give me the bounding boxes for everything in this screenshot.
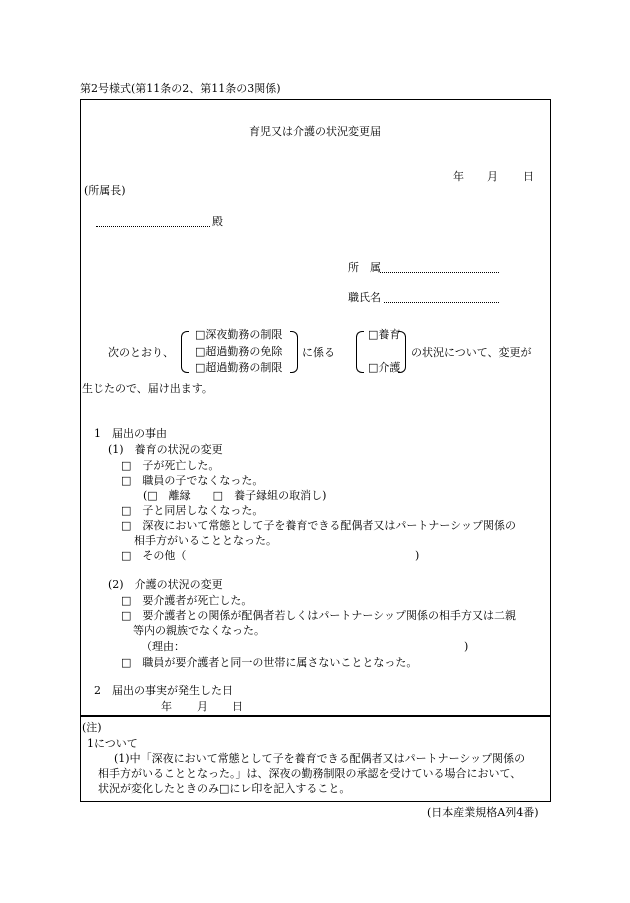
addressee-label: (所属長) <box>84 184 126 197</box>
addressee-field[interactable] <box>96 226 210 227</box>
notes-subheading: 1について <box>87 737 138 750</box>
date-month: 月 <box>487 170 498 183</box>
checkbox-relationship-ended-cont: 等内の親族でなくなった。 <box>133 624 265 637</box>
care-brace-left <box>356 331 364 373</box>
notes-line-3: 状況が変化したときのみ□にレ印を記入すること。 <box>98 782 351 795</box>
footer-spec: (日本産業規格A列4番) <box>427 806 539 819</box>
statement-continuation: 生じたので、届け出ます。 <box>82 382 213 395</box>
checkbox-not-cohabiting[interactable]: □ 子と同居しなくなった。 <box>121 504 264 517</box>
section1-heading: 1 届出の事由 <box>94 427 167 440</box>
restrictions-brace-left <box>181 331 189 373</box>
name-label: 職氏名 <box>348 291 381 304</box>
section2-heading: 2 届出の事実が発生した日 <box>94 684 233 697</box>
section1-sub2-heading: (2) 介護の状況の変更 <box>108 578 223 591</box>
statement-prefix: 次のとおり、 <box>108 346 174 359</box>
care-type-nursing[interactable]: □介護 <box>368 361 401 374</box>
date-year: 年 <box>453 170 464 183</box>
name-field[interactable] <box>384 302 499 303</box>
reason-label[interactable]: （理由： <box>141 640 185 653</box>
affiliation-label: 所 属 <box>348 261 381 274</box>
section1-sub1-heading: (1) 養育の状況の変更 <box>108 443 223 456</box>
section2-month: 月 <box>197 700 208 713</box>
affiliation-field[interactable] <box>380 272 499 273</box>
addressee-suffix: 殿 <box>212 215 223 228</box>
checkbox-care-recipient-deceased[interactable]: □ 要介護者が死亡した。 <box>121 594 253 607</box>
notes-heading: (注) <box>82 721 102 734</box>
checkbox-separate-household[interactable]: □ 職員が要介護者と同一の世帯に属さないこととなった。 <box>121 656 418 669</box>
notes-line-1: (1)中「深夜において常態として子を養育できる配偶者又はパートナーシップ関係の <box>114 752 526 765</box>
checkbox-child-deceased[interactable]: □ 子が死亡した。 <box>121 459 220 472</box>
section2-day: 日 <box>232 700 243 713</box>
checkbox-adoption-options[interactable]: (□ 離縁 □ 養子縁組の取消し) <box>143 489 327 502</box>
checkbox-spouse-available-cont: 相手方がいることとなった。 <box>134 534 277 547</box>
form-title: 育児又は介護の状況変更届 <box>249 125 381 138</box>
restriction-night[interactable]: □深夜勤務の制限 <box>195 328 283 341</box>
notes-line-2: 相手方がいることとなった。」は、深夜の勤務制限の承認を受けている場合において、 <box>98 767 522 780</box>
restrictions-brace-right <box>290 331 298 373</box>
form-label: 第2号様式(第11条の2、第11条の3関係) <box>80 82 281 95</box>
checkbox-relationship-ended[interactable]: □ 要介護者との関係が配偶者若しくはパートナーシップ関係の相手方又は二親 <box>121 609 516 622</box>
restriction-overtime-limit[interactable]: □超過勤務の制限 <box>195 361 283 374</box>
other-close-paren: ) <box>415 549 420 562</box>
section2-year: 年 <box>161 700 172 713</box>
statement-suffix: の状況について、変更が <box>411 346 532 359</box>
checkbox-other-childcare[interactable]: □ その他（ <box>121 549 187 562</box>
checkbox-spouse-available[interactable]: □ 深夜において常態として子を養育できる配偶者又はパートナーシップ関係の <box>121 519 516 532</box>
checkbox-no-longer-child[interactable]: □ 職員の子でなくなった。 <box>121 474 264 487</box>
statement-connector: に係る <box>302 346 335 359</box>
care-brace-right <box>398 331 406 373</box>
care-type-childcare[interactable]: □養育 <box>368 328 401 341</box>
date-day: 日 <box>523 170 534 183</box>
reason-close-paren: ) <box>464 640 469 653</box>
restriction-overtime-exempt[interactable]: □超過勤務の免除 <box>195 345 283 358</box>
